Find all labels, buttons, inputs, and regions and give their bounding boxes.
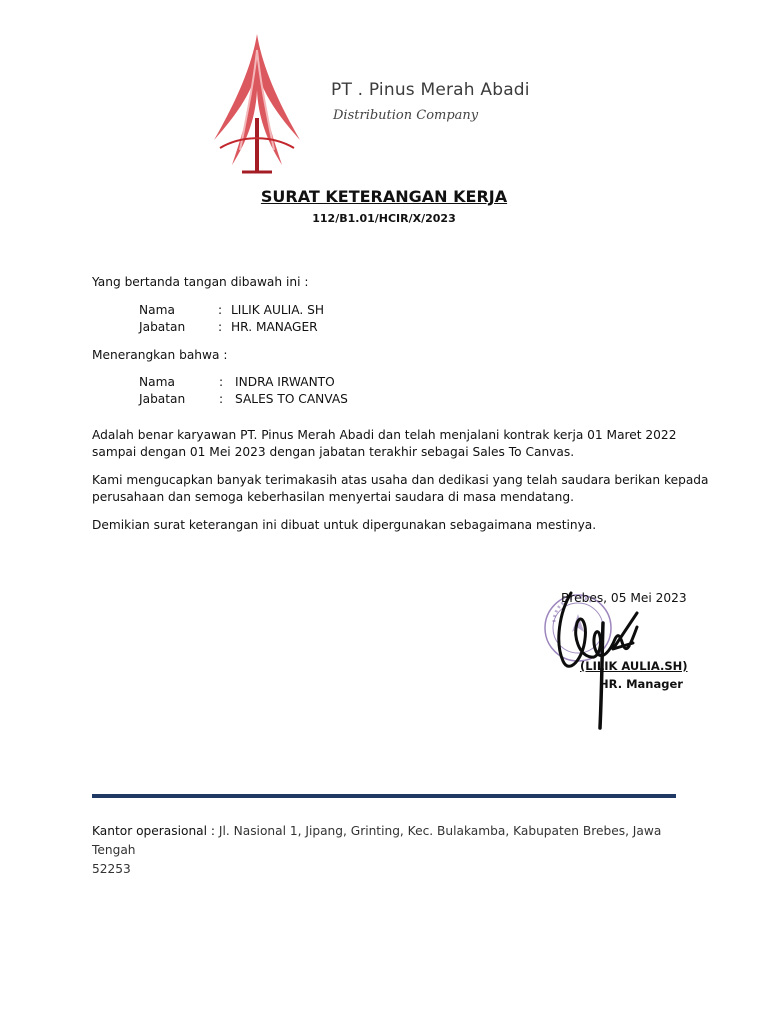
footer-address: Jl. Nasional 1, Jipang, Grinting, Kec. Bulakamba, Kabupaten Brebes, Jawa Tengah — [92, 824, 662, 857]
signer-name-sep: : — [218, 303, 223, 317]
paragraph-1-line-1: Adalah benar karyawan PT. Pinus Merah Abadi dan telah menjalani kontrak kerja 01 Maret 2022 — [92, 428, 677, 442]
signer-name-label: Nama — [139, 303, 175, 317]
reference-number: 112/B1.01/HCIR/X/2023 — [312, 212, 456, 225]
footer-divider — [92, 794, 676, 798]
signer-position-sep: : — [218, 320, 223, 334]
handwritten-signature-icon — [553, 583, 653, 733]
signer-position-label: Jabatan — [139, 320, 186, 334]
signer-name: (LILIK AULIA.SH) — [580, 659, 688, 673]
employee-position-sep: : — [219, 392, 224, 406]
signer-position-value: HR. MANAGER — [231, 320, 318, 334]
company-tagline: Distribution Company — [333, 108, 479, 123]
footer-label: Kantor operasional : — [92, 824, 216, 838]
employee-name-sep: : — [219, 375, 224, 389]
paragraph-3: Demikian surat keterangan ini dibuat untuk dipergunakan sebagaimana mestinya. — [92, 518, 597, 532]
company-name: PT . Pinus Merah Abadi — [331, 80, 530, 100]
place-date: Brebes, 05 Mei 2023 — [561, 591, 687, 605]
footer-address-block — [92, 822, 692, 879]
employee-position-label: Jabatan — [139, 392, 186, 406]
signer-name-value: LILIK AULIA. SH — [231, 303, 325, 317]
paragraph-2-line-2: perusahaan dan semoga keberhasilan menyertai saudara di masa mendatang. — [92, 490, 574, 504]
employee-name-label: Nama — [139, 375, 175, 389]
declares-text: Menerangkan bahwa : — [92, 348, 228, 362]
employee-name-value: INDRA IRWANTO — [235, 375, 335, 389]
paragraph-2-line-1: Kami mengucapkan banyak terimakasih atas usaha dan dedikasi yang telah saudara berikan kepada — [92, 473, 709, 487]
letter-title: SURAT KETERANGAN KERJA — [260, 187, 508, 206]
paragraph-1-line-2: sampai dengan 01 Mei 2023 dengan jabatan terakhir sebagai Sales To Canvas. — [92, 445, 575, 459]
footer-postal-code: 52253 — [92, 862, 131, 876]
employee-position-value: SALES TO CANVAS — [235, 392, 348, 406]
intro-text: Yang bertanda tangan dibawah ini : — [92, 275, 309, 289]
pine-tree-logo-icon — [212, 30, 302, 176]
signer-title: HR. Manager — [599, 677, 683, 691]
